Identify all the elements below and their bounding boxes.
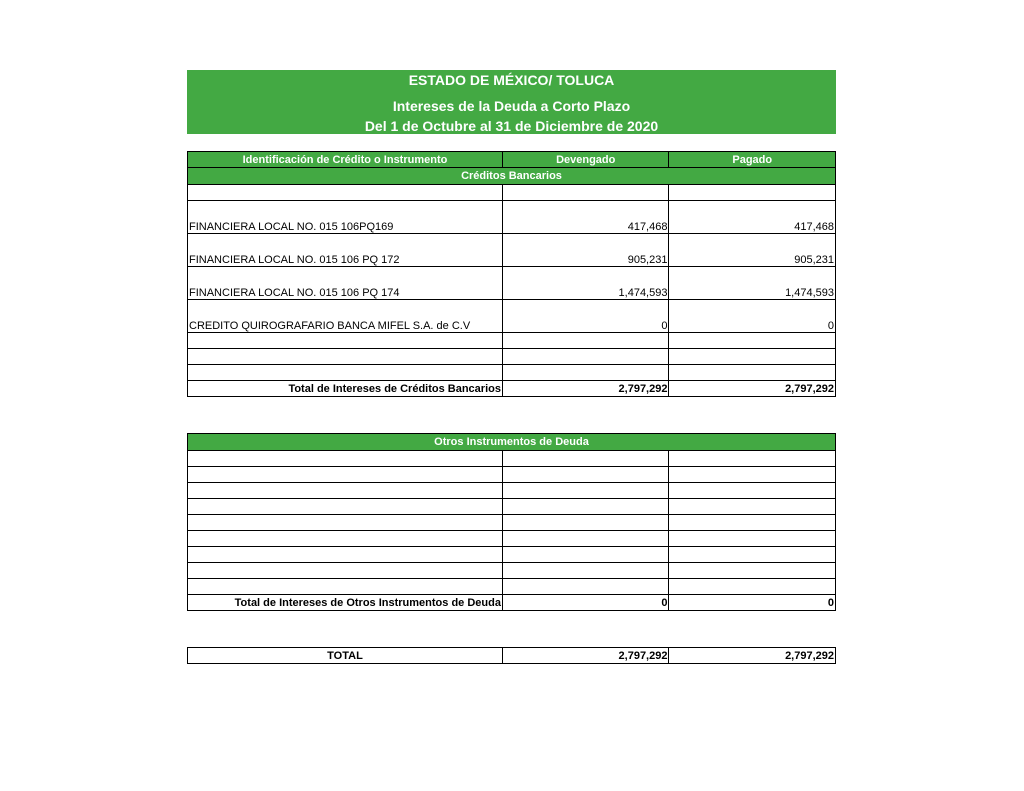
credit-pagado: 905,231 [669,234,836,267]
table-row [188,483,836,499]
grand-total-label: TOTAL [188,648,503,664]
credit-devengado: 905,231 [502,234,669,267]
entity-title: ESTADO DE MÉXICO/ TOLUCA [408,72,615,88]
table-row [188,300,836,333]
table-row [188,234,836,267]
table-row [188,547,836,563]
grand-total-table [187,647,836,664]
total-row-creditos [188,381,836,397]
section-header-creditos [188,168,836,185]
table-row [188,451,836,467]
grand-total-pagado: 2,797,292 [669,648,836,664]
report-title: Intereses de la Deuda a Corto Plazo [392,98,631,114]
table-row [188,201,836,234]
column-header-row [188,152,836,168]
section-title-creditos: Créditos Bancarios [188,168,836,185]
table-row [188,267,836,300]
grand-total-devengado: 2,797,292 [502,648,669,664]
credit-devengado: 0 [502,300,669,333]
table-row [188,349,836,365]
section-header-otros [188,434,836,451]
table-row [188,531,836,547]
table-row [188,467,836,483]
credit-name: FINANCIERA LOCAL NO. 015 106PQ169 [188,201,503,234]
column-header-id: Identificación de Crédito o Instrumento [188,152,503,168]
credit-name: FINANCIERA LOCAL NO. 015 106 PQ 172 [188,234,503,267]
total-devengado: 0 [502,595,669,611]
credit-pagado: 1,474,593 [669,267,836,300]
total-label: Total de Intereses de Otros Instrumentos de Deuda [188,595,503,611]
total-devengado: 2,797,292 [502,381,669,397]
credit-pagado: 417,468 [669,201,836,234]
table-row [188,515,836,531]
grand-total-row [188,648,836,664]
creditos-bancarios-table [187,151,836,397]
column-header-devengado: Devengado [502,152,669,168]
column-header-pagado: Pagado [669,152,836,168]
otros-instrumentos-table [187,433,836,611]
section-title-otros: Otros Instrumentos de Deuda [188,434,836,451]
total-label: Total de Intereses de Créditos Bancarios [188,381,503,397]
table-row [188,563,836,579]
credit-devengado: 1,474,593 [502,267,669,300]
credit-name: CREDITO QUIROGRAFARIO BANCA MIFEL S.A. de C.V [188,300,503,333]
table-row [188,499,836,515]
total-pagado: 2,797,292 [669,381,836,397]
credit-name: FINANCIERA LOCAL NO. 015 106 PQ 174 [188,267,503,300]
report-period: Del 1 de Octubre al 31 de Diciembre de 2020 [364,118,659,134]
table-row [188,365,836,381]
total-row-otros [188,595,836,611]
table-row [188,333,836,349]
credit-devengado: 417,468 [502,201,669,234]
table-row [188,185,836,201]
table-row [188,579,836,595]
credit-pagado: 0 [669,300,836,333]
report-header [187,70,836,134]
total-pagado: 0 [669,595,836,611]
